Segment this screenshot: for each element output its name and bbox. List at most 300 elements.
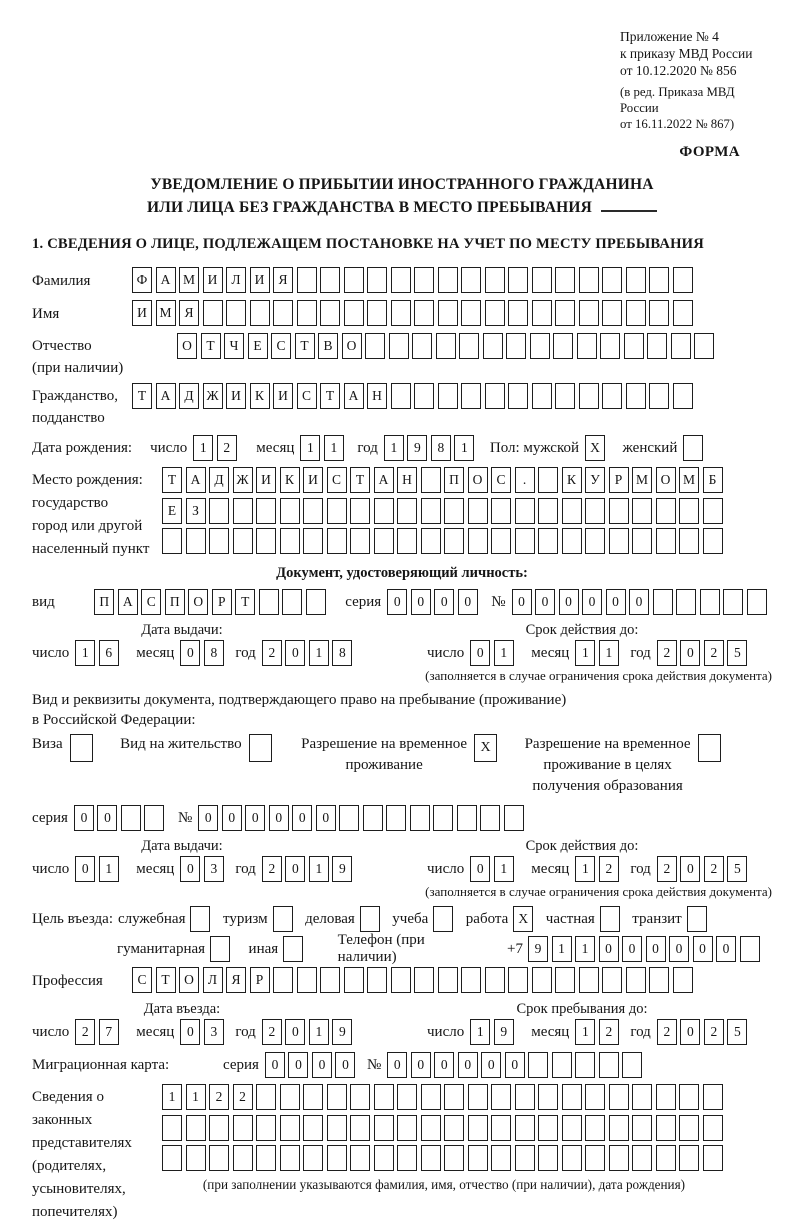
form-cell[interactable] (397, 498, 417, 524)
form-cell[interactable]: 1 (309, 1019, 329, 1045)
form-cell[interactable]: 9 (528, 936, 548, 962)
form-cell[interactable] (457, 805, 477, 831)
form-cell[interactable] (320, 267, 340, 293)
form-cell[interactable] (609, 1084, 629, 1110)
checkbox-other[interactable] (283, 936, 307, 962)
form-cell[interactable] (374, 1145, 394, 1171)
residence-valid-day[interactable] (470, 856, 517, 882)
form-cell[interactable]: 0 (75, 856, 95, 882)
form-cell[interactable] (249, 734, 272, 762)
form-cell[interactable] (209, 528, 229, 554)
citizenship-boxes[interactable] (132, 383, 696, 409)
form-cell[interactable]: 0 (669, 936, 689, 962)
form-cell[interactable] (553, 333, 573, 359)
form-cell[interactable]: 5 (727, 640, 747, 666)
form-cell[interactable] (374, 528, 394, 554)
form-cell[interactable] (683, 435, 703, 461)
form-cell[interactable] (538, 528, 558, 554)
form-cell[interactable]: 2 (704, 1019, 724, 1045)
form-cell[interactable]: 2 (657, 1019, 677, 1045)
form-cell[interactable] (579, 383, 599, 409)
form-cell[interactable] (626, 267, 646, 293)
form-cell[interactable]: 1 (470, 1019, 490, 1045)
form-cell[interactable]: 0 (245, 805, 265, 831)
form-cell[interactable]: 5 (727, 1019, 747, 1045)
form-cell[interactable]: Я (179, 300, 199, 326)
form-cell[interactable] (703, 1115, 723, 1141)
form-cell[interactable] (421, 1084, 441, 1110)
form-cell[interactable]: 0 (292, 805, 312, 831)
checkbox-temp-residence-education[interactable] (698, 734, 725, 762)
form-cell[interactable]: 0 (470, 640, 490, 666)
form-cell[interactable] (412, 333, 432, 359)
form-cell[interactable] (679, 498, 699, 524)
form-cell[interactable]: 1 (99, 856, 119, 882)
form-cell[interactable] (421, 1115, 441, 1141)
form-cell[interactable] (694, 333, 714, 359)
form-cell[interactable] (374, 498, 394, 524)
form-cell[interactable]: 2 (75, 1019, 95, 1045)
form-cell[interactable]: 1 (575, 640, 595, 666)
form-cell[interactable] (649, 300, 669, 326)
form-cell[interactable]: 1 (193, 435, 213, 461)
form-cell[interactable]: 0 (458, 1052, 478, 1078)
form-cell[interactable] (226, 300, 246, 326)
form-cell[interactable]: 2 (217, 435, 237, 461)
form-cell[interactable] (673, 967, 693, 993)
form-cell[interactable] (555, 383, 575, 409)
form-cell[interactable] (602, 300, 622, 326)
form-cell[interactable]: 1 (324, 435, 344, 461)
form-cell[interactable] (162, 1115, 182, 1141)
form-cell[interactable]: 0 (97, 805, 117, 831)
form-cell[interactable] (515, 1115, 535, 1141)
form-cell[interactable] (303, 498, 323, 524)
patronymic-boxes[interactable] (177, 333, 718, 359)
form-cell[interactable]: М (679, 467, 699, 493)
form-cell[interactable] (649, 967, 669, 993)
form-cell[interactable] (280, 498, 300, 524)
form-cell[interactable] (609, 1145, 629, 1171)
form-cell[interactable] (365, 333, 385, 359)
surname-boxes[interactable] (132, 267, 696, 293)
checkbox-residence-permit[interactable] (249, 734, 276, 762)
form-cell[interactable]: П (94, 589, 114, 615)
form-cell[interactable]: И (256, 467, 276, 493)
form-cell[interactable]: Л (226, 267, 246, 293)
form-cell[interactable]: 0 (180, 1019, 200, 1045)
form-cell[interactable] (297, 267, 317, 293)
form-cell[interactable]: С (327, 467, 347, 493)
stay-year[interactable] (657, 1019, 751, 1045)
form-cell[interactable]: 1 (575, 856, 595, 882)
form-cell[interactable]: И (303, 467, 323, 493)
form-cell[interactable]: Н (367, 383, 387, 409)
form-cell[interactable] (656, 528, 676, 554)
stay-month[interactable] (575, 1019, 622, 1045)
profession-boxes[interactable] (132, 967, 696, 993)
form-cell[interactable]: С (132, 967, 152, 993)
form-cell[interactable] (515, 528, 535, 554)
form-cell[interactable] (740, 936, 760, 962)
form-cell[interactable] (673, 267, 693, 293)
form-cell[interactable] (303, 1115, 323, 1141)
form-cell[interactable] (421, 528, 441, 554)
form-cell[interactable] (210, 936, 230, 962)
checkbox-male[interactable] (585, 435, 609, 461)
form-cell[interactable] (327, 1145, 347, 1171)
checkbox-visa[interactable] (70, 734, 97, 762)
form-cell[interactable]: Т (132, 383, 152, 409)
form-cell[interactable] (250, 300, 270, 326)
birth-place-line1[interactable] (162, 467, 726, 493)
form-cell[interactable] (599, 1052, 619, 1078)
doc-issue-year[interactable] (262, 640, 356, 666)
form-cell[interactable] (391, 300, 411, 326)
form-cell[interactable] (144, 805, 164, 831)
form-cell[interactable] (555, 267, 575, 293)
form-cell[interactable] (538, 1115, 558, 1141)
form-cell[interactable] (256, 498, 276, 524)
form-cell[interactable]: 2 (657, 856, 677, 882)
form-cell[interactable] (344, 300, 364, 326)
form-cell[interactable] (562, 498, 582, 524)
form-cell[interactable] (656, 1084, 676, 1110)
form-cell[interactable] (444, 498, 464, 524)
form-cell[interactable]: А (118, 589, 138, 615)
form-cell[interactable] (259, 589, 279, 615)
form-cell[interactable] (532, 267, 552, 293)
form-cell[interactable] (626, 300, 646, 326)
form-cell[interactable]: 2 (599, 1019, 619, 1045)
form-cell[interactable] (602, 383, 622, 409)
form-cell[interactable] (273, 906, 293, 932)
form-cell[interactable] (703, 1145, 723, 1171)
form-cell[interactable]: А (156, 267, 176, 293)
form-cell[interactable] (532, 383, 552, 409)
form-cell[interactable] (508, 967, 528, 993)
form-cell[interactable]: 0 (458, 589, 478, 615)
doc-valid-year[interactable] (657, 640, 751, 666)
form-cell[interactable] (698, 734, 721, 762)
form-cell[interactable]: И (203, 267, 223, 293)
form-cell[interactable]: 2 (262, 1019, 282, 1045)
form-cell[interactable]: 6 (99, 640, 119, 666)
form-cell[interactable] (186, 1115, 206, 1141)
form-cell[interactable] (673, 383, 693, 409)
form-cell[interactable]: 8 (431, 435, 451, 461)
form-cell[interactable]: В (318, 333, 338, 359)
form-cell[interactable] (508, 383, 528, 409)
form-cell[interactable] (421, 498, 441, 524)
form-cell[interactable] (579, 967, 599, 993)
form-cell[interactable] (327, 498, 347, 524)
form-cell[interactable] (602, 267, 622, 293)
form-cell[interactable] (386, 805, 406, 831)
form-cell[interactable]: 0 (505, 1052, 525, 1078)
form-cell[interactable] (508, 300, 528, 326)
form-cell[interactable]: О (179, 967, 199, 993)
form-cell[interactable] (656, 1145, 676, 1171)
form-cell[interactable]: 0 (434, 1052, 454, 1078)
form-cell[interactable]: О (177, 333, 197, 359)
form-cell[interactable] (461, 967, 481, 993)
form-cell[interactable] (703, 528, 723, 554)
form-cell[interactable] (306, 589, 326, 615)
form-cell[interactable]: 0 (269, 805, 289, 831)
form-cell[interactable] (671, 333, 691, 359)
form-cell[interactable] (491, 1145, 511, 1171)
form-cell[interactable] (515, 1145, 535, 1171)
residence-issue-year[interactable] (262, 856, 356, 882)
form-cell[interactable] (433, 906, 453, 932)
form-cell[interactable] (602, 967, 622, 993)
form-cell[interactable] (280, 528, 300, 554)
form-cell[interactable]: О (656, 467, 676, 493)
form-cell[interactable]: И (273, 383, 293, 409)
form-cell[interactable]: 0 (680, 640, 700, 666)
birth-day-boxes[interactable] (193, 435, 240, 461)
form-cell[interactable]: 1 (494, 856, 514, 882)
form-cell[interactable] (485, 383, 505, 409)
form-cell[interactable] (538, 467, 558, 493)
form-cell[interactable]: 0 (434, 589, 454, 615)
form-cell[interactable] (508, 267, 528, 293)
form-cell[interactable]: Л (203, 967, 223, 993)
form-cell[interactable] (391, 967, 411, 993)
form-cell[interactable]: 0 (629, 589, 649, 615)
form-cell[interactable]: О (342, 333, 362, 359)
form-cell[interactable] (350, 498, 370, 524)
form-cell[interactable] (649, 267, 669, 293)
form-cell[interactable] (528, 1052, 548, 1078)
form-cell[interactable] (515, 1084, 535, 1110)
form-cell[interactable] (397, 1115, 417, 1141)
form-cell[interactable] (209, 498, 229, 524)
form-cell[interactable] (491, 1084, 511, 1110)
form-cell[interactable] (575, 1052, 595, 1078)
form-cell[interactable] (414, 967, 434, 993)
form-cell[interactable] (687, 906, 707, 932)
form-cell[interactable] (273, 300, 293, 326)
form-cell[interactable]: Р (212, 589, 232, 615)
doc-type-boxes[interactable] (94, 589, 329, 615)
form-cell[interactable] (679, 1115, 699, 1141)
form-cell[interactable]: Р (609, 467, 629, 493)
form-cell[interactable] (256, 1145, 276, 1171)
form-cell[interactable]: 0 (599, 936, 619, 962)
form-cell[interactable]: 9 (494, 1019, 514, 1045)
form-cell[interactable] (468, 1115, 488, 1141)
form-cell[interactable] (438, 967, 458, 993)
form-cell[interactable] (679, 1084, 699, 1110)
form-cell[interactable] (585, 1145, 605, 1171)
form-cell[interactable] (491, 1115, 511, 1141)
form-cell[interactable] (360, 906, 380, 932)
form-cell[interactable]: М (179, 267, 199, 293)
form-cell[interactable]: Е (248, 333, 268, 359)
form-cell[interactable]: 0 (285, 640, 305, 666)
form-cell[interactable] (622, 1052, 642, 1078)
checkbox-transit[interactable] (687, 906, 711, 932)
form-cell[interactable] (530, 333, 550, 359)
doc-issue-day[interactable] (75, 640, 122, 666)
form-cell[interactable] (397, 528, 417, 554)
form-cell[interactable] (367, 967, 387, 993)
form-cell[interactable]: Т (162, 467, 182, 493)
form-cell[interactable] (585, 1115, 605, 1141)
form-cell[interactable]: 1 (300, 435, 320, 461)
form-cell[interactable]: Т (201, 333, 221, 359)
form-cell[interactable] (609, 1115, 629, 1141)
form-cell[interactable] (389, 333, 409, 359)
form-cell[interactable] (491, 498, 511, 524)
form-cell[interactable] (538, 1145, 558, 1171)
form-cell[interactable]: К (562, 467, 582, 493)
entry-year[interactable] (262, 1019, 356, 1045)
form-cell[interactable]: П (444, 467, 464, 493)
form-cell[interactable]: 0 (285, 856, 305, 882)
form-cell[interactable] (624, 333, 644, 359)
form-cell[interactable] (327, 528, 347, 554)
form-cell[interactable]: И (226, 383, 246, 409)
form-cell[interactable] (327, 1115, 347, 1141)
form-cell[interactable] (515, 498, 535, 524)
form-cell[interactable]: Т (156, 967, 176, 993)
form-cell[interactable] (397, 1084, 417, 1110)
form-cell[interactable] (506, 333, 526, 359)
form-cell[interactable]: О (188, 589, 208, 615)
form-cell[interactable]: 0 (387, 589, 407, 615)
form-cell[interactable] (233, 498, 253, 524)
form-cell[interactable]: А (186, 467, 206, 493)
form-cell[interactable]: 1 (454, 435, 474, 461)
form-cell[interactable] (468, 528, 488, 554)
form-cell[interactable]: К (250, 383, 270, 409)
form-cell[interactable] (421, 467, 441, 493)
form-cell[interactable]: 0 (387, 1052, 407, 1078)
form-cell[interactable]: 0 (606, 589, 626, 615)
form-cell[interactable] (632, 1115, 652, 1141)
residence-valid-month[interactable] (575, 856, 622, 882)
form-cell[interactable] (374, 1115, 394, 1141)
migration-number-boxes[interactable] (387, 1052, 646, 1078)
form-cell[interactable]: 0 (582, 589, 602, 615)
form-cell[interactable]: 0 (180, 856, 200, 882)
form-cell[interactable] (656, 1115, 676, 1141)
form-cell[interactable] (282, 589, 302, 615)
form-cell[interactable]: 2 (262, 640, 282, 666)
form-cell[interactable]: 1 (575, 1019, 595, 1045)
entry-day[interactable] (75, 1019, 122, 1045)
form-cell[interactable] (162, 1145, 182, 1171)
form-cell[interactable]: 0 (222, 805, 242, 831)
form-cell[interactable] (626, 383, 646, 409)
form-cell[interactable] (190, 906, 210, 932)
form-cell[interactable] (562, 1084, 582, 1110)
form-cell[interactable] (491, 528, 511, 554)
checkbox-female[interactable] (683, 435, 707, 461)
form-cell[interactable] (414, 383, 434, 409)
form-cell[interactable] (397, 1145, 417, 1171)
form-cell[interactable]: 0 (180, 640, 200, 666)
form-cell[interactable] (303, 1084, 323, 1110)
form-cell[interactable] (579, 267, 599, 293)
form-cell[interactable]: 0 (288, 1052, 308, 1078)
form-cell[interactable] (468, 1084, 488, 1110)
form-cell[interactable] (283, 936, 303, 962)
form-cell[interactable]: Е (162, 498, 182, 524)
form-cell[interactable]: . (515, 467, 535, 493)
form-cell[interactable] (562, 1145, 582, 1171)
form-cell[interactable] (320, 967, 340, 993)
given-name-boxes[interactable] (132, 300, 696, 326)
form-cell[interactable] (600, 906, 620, 932)
form-cell[interactable] (280, 1145, 300, 1171)
form-cell[interactable]: С (297, 383, 317, 409)
form-cell[interactable] (552, 1052, 572, 1078)
form-cell[interactable] (444, 1084, 464, 1110)
entry-month[interactable] (180, 1019, 227, 1045)
birth-year-boxes[interactable] (384, 435, 478, 461)
form-cell[interactable]: Т (295, 333, 315, 359)
form-cell[interactable] (676, 589, 696, 615)
form-cell[interactable] (485, 300, 505, 326)
form-cell[interactable] (273, 967, 293, 993)
form-cell[interactable] (391, 267, 411, 293)
form-cell[interactable] (414, 267, 434, 293)
form-cell[interactable] (297, 967, 317, 993)
form-cell[interactable]: Я (226, 967, 246, 993)
form-cell[interactable]: 0 (411, 1052, 431, 1078)
form-cell[interactable]: 1 (75, 640, 95, 666)
checkbox-tourism[interactable] (273, 906, 297, 932)
form-cell[interactable]: 8 (332, 640, 352, 666)
form-cell[interactable]: Б (703, 467, 723, 493)
form-cell[interactable]: Р (250, 967, 270, 993)
form-cell[interactable] (679, 1145, 699, 1171)
form-cell[interactable]: 2 (704, 856, 724, 882)
form-cell[interactable] (374, 1084, 394, 1110)
form-cell[interactable]: 1 (552, 936, 572, 962)
form-cell[interactable]: Ж (233, 467, 253, 493)
form-cell[interactable]: 1 (309, 856, 329, 882)
form-cell[interactable] (280, 1115, 300, 1141)
form-cell[interactable] (504, 805, 524, 831)
form-cell[interactable] (233, 1145, 253, 1171)
form-cell[interactable] (647, 333, 667, 359)
form-cell[interactable]: 0 (680, 1019, 700, 1045)
form-cell[interactable] (350, 1115, 370, 1141)
form-cell[interactable] (679, 528, 699, 554)
form-cell[interactable] (421, 1145, 441, 1171)
birth-place-line3[interactable] (162, 528, 726, 554)
form-cell[interactable] (555, 300, 575, 326)
stay-day[interactable] (470, 1019, 517, 1045)
form-cell[interactable] (320, 300, 340, 326)
form-cell[interactable] (555, 967, 575, 993)
form-cell[interactable] (209, 1115, 229, 1141)
form-cell[interactable] (632, 528, 652, 554)
form-cell[interactable]: У (585, 467, 605, 493)
form-cell[interactable] (444, 1115, 464, 1141)
form-cell[interactable]: 0 (265, 1052, 285, 1078)
form-cell[interactable]: З (186, 498, 206, 524)
form-cell[interactable] (186, 1145, 206, 1171)
form-cell[interactable]: 9 (332, 856, 352, 882)
form-cell[interactable]: 1 (186, 1084, 206, 1110)
form-cell[interactable]: Т (350, 467, 370, 493)
